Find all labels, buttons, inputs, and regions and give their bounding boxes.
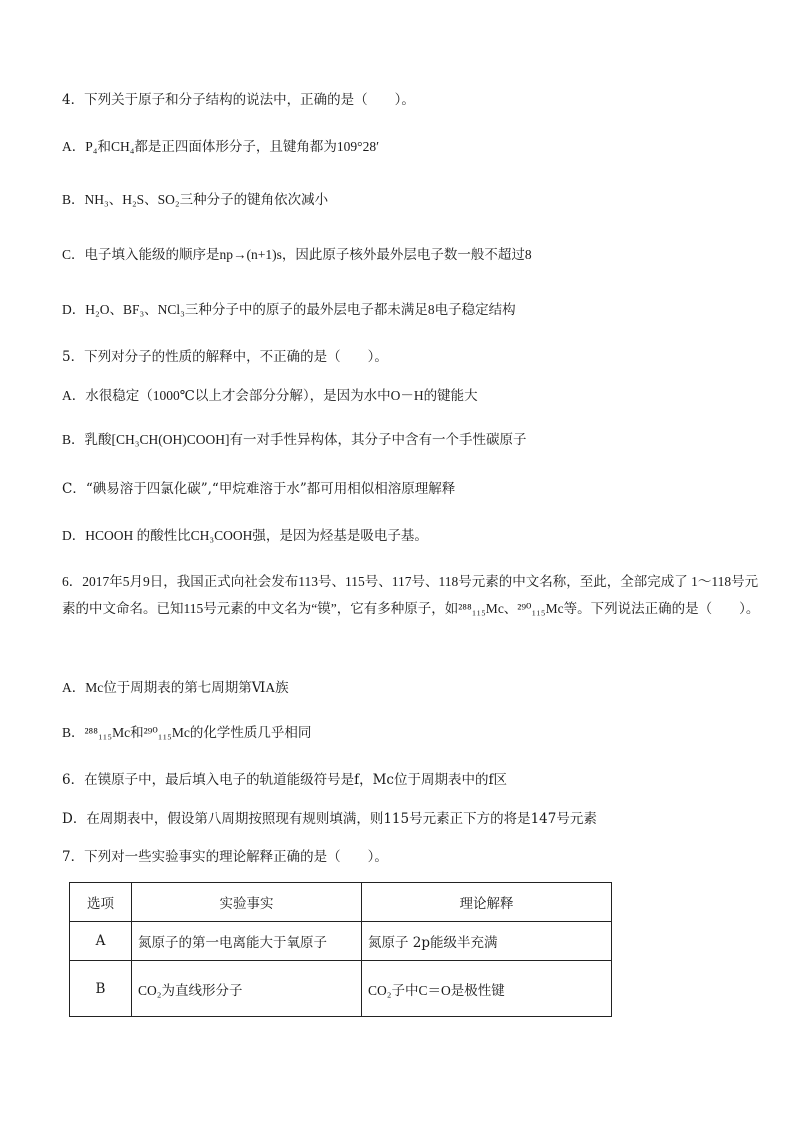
q4-stem: 4．下列关于原子和分子结构的说法中，正确的是（ ）。 <box>62 92 415 108</box>
table-cell: CO₂子中C＝O是极性键 <box>362 961 612 1017</box>
table-row <box>70 961 612 1017</box>
q4-option-b: B．NH₃、H₂S、SO₂三种分子的键角依次减小 <box>62 192 329 207</box>
q5-stem: 5．下列对分子的性质的解释中，不正确的是（ ）。 <box>62 349 388 365</box>
table-cell: A <box>70 922 132 961</box>
table-header-cell: 实验事实 <box>132 883 362 922</box>
q4-option-c: C．电子填入能级的顺序是np→(n+1)s，因此原子核外最外层电子数一般不超过8 <box>62 247 532 262</box>
q7-stem: 7．下列对一些实验事实的理论解释正确的是（ ）。 <box>62 849 388 865</box>
q6-option-a: A．Mc位于周期表的第七周期第ⅥA族 <box>62 680 289 695</box>
table-header-cell: 选项 <box>70 883 132 922</box>
q5-option-c: C．“碘易溶于四氯化碳”,“甲烷难溶于水”都可用相似相溶原理解释 <box>62 481 456 497</box>
q6-option-b: B．²⁸⁸₁₁₅Mc和²⁹⁰₁₁₅Mc的化学性质几乎相同 <box>62 725 312 740</box>
table-cell: B <box>70 961 132 1017</box>
q5-option-b: B．乳酸[CH₃CH(OH)COOH]有一对手性异构体，其分子中含有一个手性碳原子 <box>62 432 527 447</box>
table-header-cell: 理论解释 <box>362 883 612 922</box>
q6-option-c: 6．在镆原子中，最后填入电子的轨道能级符号是f，Mc位于周期表中的f区 <box>62 772 507 788</box>
q7-table <box>69 882 612 1017</box>
table-cell: CO₂为直线形分子 <box>132 961 362 1017</box>
table-row <box>70 922 612 961</box>
q4-option-d: D．H₂O、BF₃、NCl₃三种分子中的原子的最外层电子都未满足8电子稳定结构 <box>62 302 516 317</box>
table-header-row <box>70 883 612 922</box>
table-cell: 氮原子的第一电离能大于氧原子 <box>132 922 362 961</box>
table-cell: 氮原子 2p能级半充满 <box>362 922 612 961</box>
q5-option-a: A．水很稳定（1000℃以上才会部分分解），是因为水中O－H的键能大 <box>62 388 478 403</box>
q6-option-d: D．在周期表中，假设第八周期按照现有规则填满，则115号元素正下方的将是147号元素 <box>62 811 597 827</box>
q4-option-a: A．P₄和CH₄都是正四面体形分子，且键角都为109°28′ <box>62 139 380 154</box>
q6-stem: 6．2017年5月9日，我国正式向社会发布113号、115号、117号、118号元素的中文名称，至此，全部完成了 1～118号元素的中文命名。已知115号元素的中文名为“镆”，它有多种原子，如²⁸⁸₁₁₅Mc、²⁹⁰₁₁₅Mc等。下列说法正确的是（ ）。 <box>62 574 760 616</box>
q5-option-d: D．HCOOH 的酸性比CH₃COOH强，是因为烃基是吸电子基。 <box>62 528 428 543</box>
